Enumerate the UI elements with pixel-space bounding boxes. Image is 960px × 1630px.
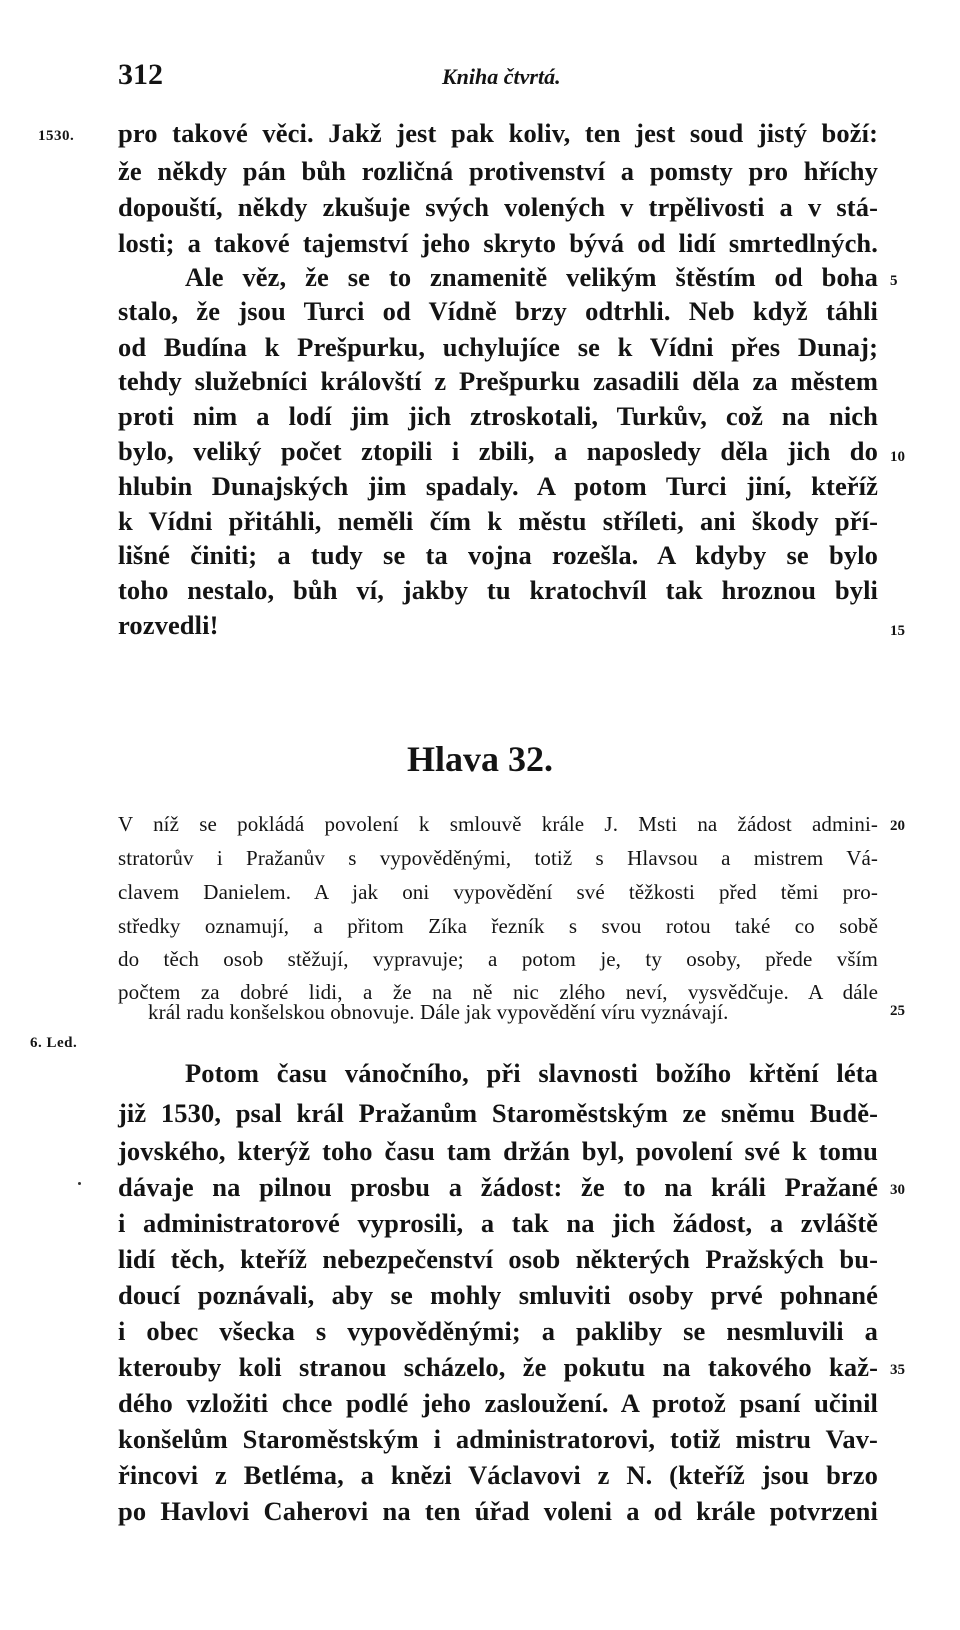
text-line: losti; a takové tajemství jeho skryto bývá od lidí smrtedlných. [118,228,878,258]
text-line: hlubin Dunajských jim spadaly. A potom Turci jiní, kteříž [118,471,878,501]
summary-line: král radu konšelskou obnovuje. Dále jak vypovědění víru vyznávají. [148,1000,729,1024]
text-line: bylo, veliký počet ztopili i zbili, a naposledy děla jich do [118,436,878,466]
text-line: proti nim a lodí jim jich ztroskotali, Turkův, což na nich [118,401,878,431]
line-number: 5 [890,273,898,289]
line-number: 30 [890,1182,905,1198]
text-line: od Budína k Prešpurku, uchylujíce se k Vídni přes Dunaj; [118,332,878,362]
line-number: 25 [890,1003,905,1019]
page-number: 312 [118,58,163,91]
summary-line: stratorův i Pražanův s vypověděnými, totiž s Hlavsou a mistrem Vá- [118,846,878,870]
line-number: 20 [890,818,905,834]
text-line: konšelům Staroměstským i administratorovi, totiž mistru Vav- [118,1424,878,1454]
text-line: toho nestalo, bůh ví, jakby tu kratochvíl tak hroznou byli [118,575,878,605]
line-number: 15 [890,623,905,639]
summary-line: V níž se pokládá povolení k smlouvě krále J. Msti na žádost admini- [118,812,878,836]
text-line: rozvedli! [118,610,219,640]
text-line: po Havlovi Caherovi na ten úřad voleni a od krále potvrzeni [118,1496,878,1526]
text-line: že někdy pán bůh rozličná protivenství a pomsty pro hříchy [118,156,878,186]
text-line: Potom času vánočního, při slavnosti božího křtění léta [185,1058,878,1088]
text-line: lišné činiti; a tudy se ta vojna rozešla. A kdyby se bylo [118,540,878,570]
text-line: dávaje na pilnou prosbu a žádost: že to na králi Pražané [118,1172,878,1202]
text-line: i obec všecka s vypověděnými; a pakliby se nesmluvili a [118,1316,878,1346]
line-number: 10 [890,449,905,465]
page-header [0,58,960,98]
text-line: pro takové věci. Jakž jest pak koliv, ten jest soud jistý boží: [118,118,878,148]
text-line: již 1530, psal král Pražanům Staroměstským ze sněmu Budě- [118,1098,878,1128]
text-line: jovského, kterýž toho času tam držán byl, povolení své k tomu [118,1136,878,1166]
text-line: tehdy služebníci královští z Prešpurku zasadili děla za městem [118,366,878,396]
summary-line: clavem Danielem. A jak oni vypovědění své těžkosti před těmi pro- [118,880,878,904]
margin-note-date: 6. Led. [30,1035,78,1051]
margin-note-year: 1530. [38,128,75,144]
ink-speck [78,1182,81,1185]
summary-line: počtem za dobré lidi, a že na ně nic zlého neví, vysvědčuje. A dále [118,980,878,1004]
line-number: 35 [890,1362,905,1378]
text-line: stalo, že jsou Turci od Vídně brzy odtrhli. Neb když táhli [118,296,878,326]
text-line: Ale věz, že se to znamenitě velikým štěstím od boha [185,262,878,292]
text-line: doucí poznávali, aby se mohly smluviti osoby prvé pohnané [118,1280,878,1310]
summary-line: středky oznamují, a přitom Zíka řezník s svou rotou také co sobě [118,914,878,938]
chapter-title: Hlava 32. [406,739,553,779]
running-title: Kniha čtvrtá. [442,64,561,89]
text-line: řincovi z Betléma, a knězi Václavovi z N. (kteříž jsou brzo [118,1460,878,1490]
text-line: dopouští, někdy zkušuje svých volených v trpělivosti a v stá- [118,192,878,222]
summary-line: do těch osob stěžují, vypravuje; a potom je, ty osoby, přede vším [118,947,878,971]
text-line: lidí těch, kteříž nebezpečenství osob některých Pražských bu- [118,1244,878,1274]
text-line: k Vídni přitáhli, neměli čím k městu stříleti, ani škody pří- [118,506,878,536]
text-line: i administratorové vyprosili, a tak na jich žádost, a zvláště [118,1208,878,1238]
text-line: dého vzložiti chce podlé jeho zasloužení. A protož psaní učinil [118,1388,878,1418]
text-line: kterouby koli stranou scházelo, že pokutu na takového kaž- [118,1352,878,1382]
